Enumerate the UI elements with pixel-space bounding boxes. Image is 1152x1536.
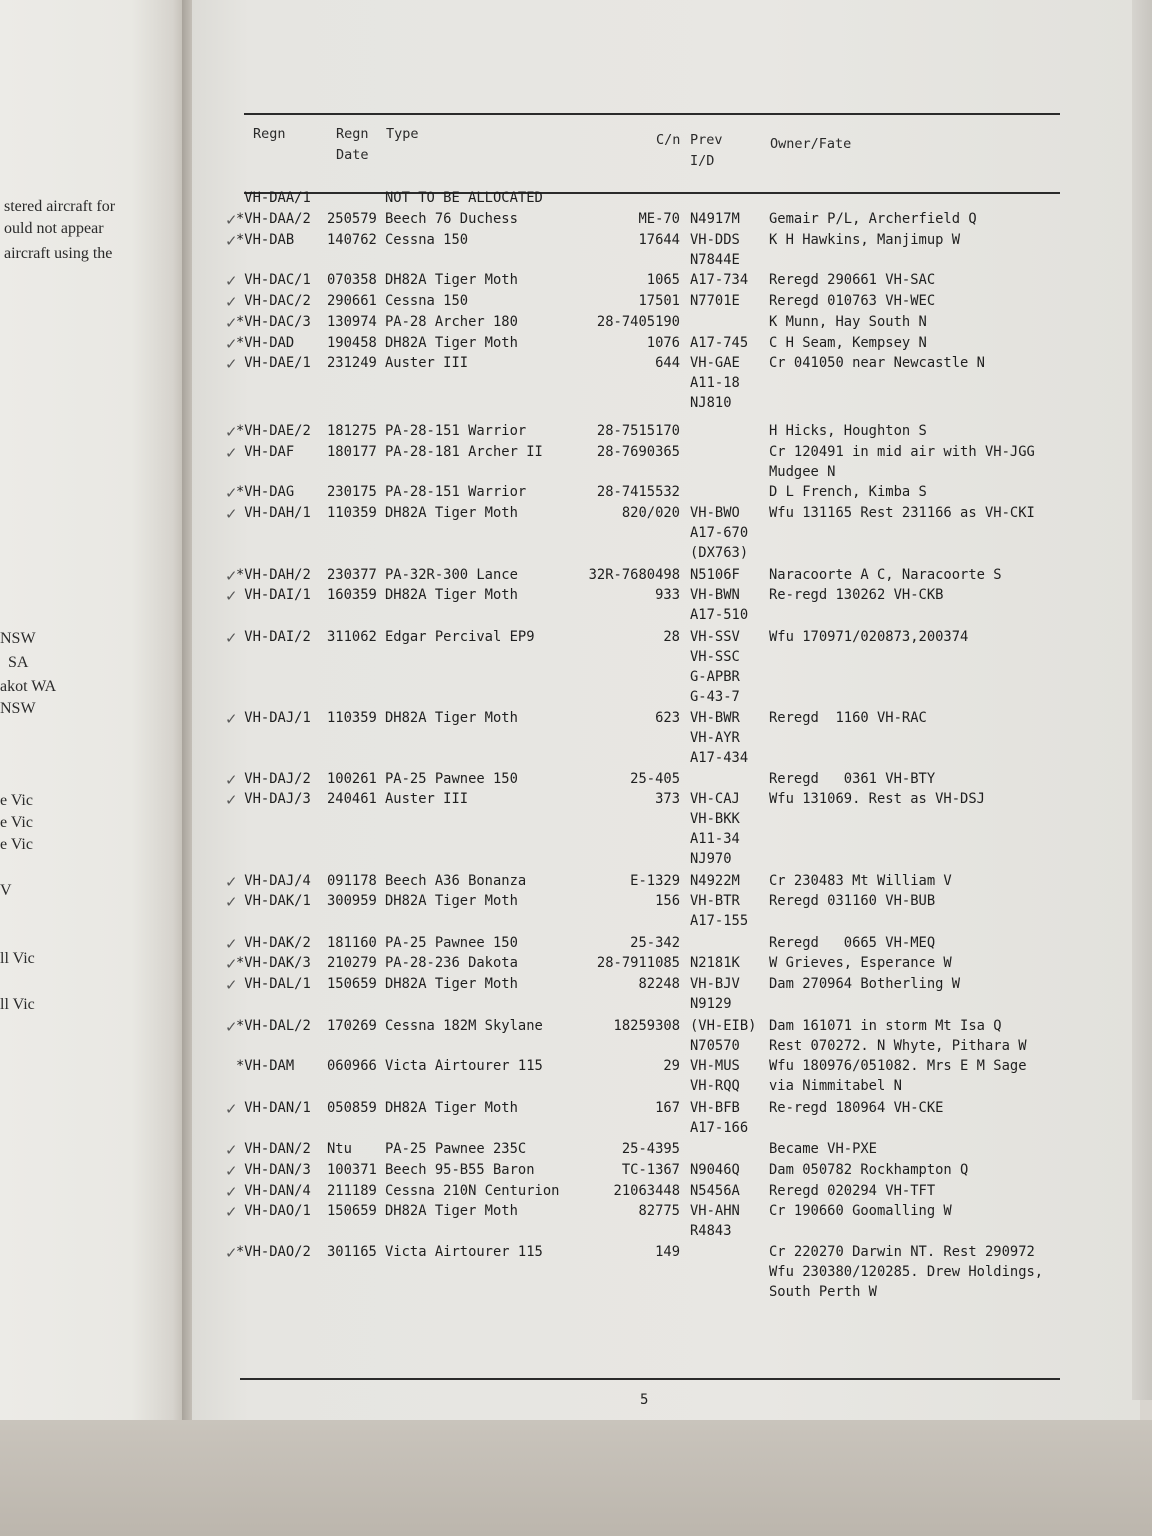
row-cn: 933 [655,587,680,603]
row-prev-id: N5456A [690,1183,740,1199]
left-page-text-line: ll Vic [0,996,35,1013]
row-regn: *VH-DAO/2 [236,1244,311,1260]
row-type: PA-28-236 Dakota [385,955,518,971]
row-owner-fate: Dam 161071 in storm Mt Isa Q Rest 070272. N Whyte, Pithara W [769,1018,1027,1054]
check-mark-icon: ✓ [225,211,238,229]
row-regn-date: 100371 [327,1162,377,1178]
row-type: Cessna 182M Skylane [385,1018,543,1034]
row-regn: *VH-DAD [236,335,295,351]
row-cn: ME-70 [638,211,680,227]
row-prev-id: VH-BWR VH-AYR A17-434 [690,710,749,766]
left-page-text-line: stered aircraft for [4,198,116,215]
row-regn-date: 110359 [327,505,377,521]
check-mark-icon: ✓ [225,935,238,953]
row-regn-date: 301165 [327,1244,377,1260]
left-page-text-line: SA [8,654,29,671]
row-owner-fate: Cr 120491 in mid air with VH-JGG Mudgee N [769,444,1035,480]
row-prev-id: A17-745 [690,335,749,351]
check-mark-icon: ✓ [225,1018,238,1036]
row-regn: VH-DAK/2 [236,935,311,951]
row-cn: 28-7415532 [596,484,680,500]
row-regn: VH-DAO/1 [236,1203,311,1219]
row-regn: *VH-DAL/2 [236,1018,311,1034]
row-cn: 156 [655,893,680,909]
row-regn: *VH-DAB [236,232,295,248]
row-type: DH82A Tiger Moth [385,893,518,909]
row-prev-id: VH-GAE A11-18 NJ810 [690,355,740,411]
row-cn: 28 [663,629,680,645]
row-owner-fate: Dam 270964 Botherling W [769,976,961,992]
row-cn: TC-1367 [621,1162,680,1178]
row-regn: VH-DAN/2 [236,1141,311,1157]
left-page-text-line: e Vic [0,836,33,853]
row-regn-date: 230175 [327,484,377,500]
row-type: PA-28-181 Archer II [385,444,543,460]
row-cn: E-1329 [630,873,680,889]
row-regn: VH-DAC/2 [236,293,311,309]
check-mark-icon: ✓ [225,1100,238,1118]
row-owner-fate: Dam 050782 Rockhampton Q [769,1162,969,1178]
row-regn: VH-DAJ/1 [236,710,311,726]
check-mark-icon: ✓ [225,293,238,311]
row-prev-id: N7701E [690,293,740,309]
header-cn: C/n [656,132,681,148]
row-regn-date: 150659 [327,1203,377,1219]
check-mark-icon: ✓ [225,771,238,789]
header-top-rule [244,113,1060,115]
row-type: DH82A Tiger Moth [385,1203,518,1219]
row-owner-fate: Reregd 0361 VH-BTY [769,771,936,787]
row-prev-id: N5106F [690,567,740,583]
row-regn: VH-DAI/1 [236,587,311,603]
row-prev-id: VH-BWN A17-510 [690,587,749,623]
check-mark-icon: ✓ [225,314,238,332]
row-owner-fate: Reregd 1160 VH-RAC [769,710,927,726]
row-regn-date: 300959 [327,893,377,909]
row-regn-date: 311062 [327,629,377,645]
row-regn-date: 070358 [327,272,377,288]
row-cn: 1065 [646,272,680,288]
header-regn-date-2: Date [336,147,369,163]
row-regn-date: 210279 [327,955,377,971]
row-owner-fate: K H Hawkins, Manjimup W [769,232,961,248]
row-owner-fate: Cr 041050 near Newcastle N [769,355,985,371]
row-type: Victa Airtourer 115 [385,1058,543,1074]
row-regn: VH-DAN/3 [236,1162,311,1178]
header-prev-2: I/D [690,153,715,169]
left-page-text-line: aircraft using the [4,245,113,262]
row-regn: VH-DAI/2 [236,629,311,645]
row-prev-id: VH-DDS N7844E [690,232,740,268]
row-owner-fate: C H Seam, Kempsey N [769,335,927,351]
check-mark-icon: ✓ [225,444,238,462]
row-owner-fate: Gemair P/L, Archerfield Q [769,211,977,227]
row-regn-date: 180177 [327,444,377,460]
left-page-text-line: akot WA [0,678,57,695]
check-mark-icon: ✓ [225,484,238,502]
row-regn-date: 250579 [327,211,377,227]
row-cn: 82775 [638,1203,680,1219]
row-regn-date: 050859 [327,1100,377,1116]
row-prev-id: N9046Q [690,1162,740,1178]
row-prev-id: N4922M [690,873,740,889]
row-cn: 25-405 [630,771,680,787]
row-type: Auster III [385,791,469,807]
row-regn: VH-DAK/1 [236,893,311,909]
check-mark-icon: ✓ [225,1183,238,1201]
check-mark-icon: ✓ [225,272,238,290]
row-regn: VH-DAE/1 [236,355,311,371]
row-regn: *VH-DAM [236,1058,295,1074]
row-regn: VH-DAN/4 [236,1183,311,1199]
row-regn-date: 060966 [327,1058,377,1074]
check-mark-icon: ✓ [225,505,238,523]
row-type: Beech 76 Duchess [385,211,518,227]
row-regn: VH-DAJ/4 [236,873,311,889]
row-regn-date: 230377 [327,567,377,583]
row-type: DH82A Tiger Moth [385,710,518,726]
row-cn: 28-7515170 [596,423,680,439]
row-owner-fate: Wfu 131069. Rest as VH-DSJ [769,791,985,807]
left-page-text-line: e Vic [0,792,33,809]
left-page-text-line: V [0,882,12,899]
check-mark-icon: ✓ [225,629,238,647]
header-regn: Regn [253,126,286,142]
row-regn: VH-DAJ/3 [236,791,311,807]
row-type: PA-25 Pawnee 150 [385,935,518,951]
row-regn-date: 181275 [327,423,377,439]
row-owner-fate: Cr 220270 Darwin NT. Rest 290972 Wfu 230380/120285. Drew Holdings, South Perth W [769,1244,1044,1300]
row-cn: 373 [655,791,680,807]
check-mark-icon: ✓ [225,567,238,585]
row-cn: 149 [655,1244,680,1260]
check-mark-icon: ✓ [225,423,238,441]
row-owner-fate: Cr 230483 Mt William V [769,873,952,889]
row-cn: 167 [655,1100,680,1116]
row-owner-fate: Wfu 180976/051082. Mrs E M Sage via Nimmitabel N [769,1058,1027,1094]
left-page-text-line: NSW [0,630,36,647]
row-regn-date: 231249 [327,355,377,371]
row-cn: 28-7911085 [596,955,680,971]
row-owner-fate: Reregd 290661 VH-SAC [769,272,936,288]
check-mark-icon: ✓ [225,1244,238,1262]
header-type: Type [386,126,419,142]
row-regn-date: 100261 [327,771,377,787]
row-cn: 18259308 [613,1018,680,1034]
row-regn-date: 110359 [327,710,377,726]
row-type: Auster III [385,355,469,371]
row-cn: 1076 [646,335,680,351]
row-regn: VH-DAN/1 [236,1100,311,1116]
row-owner-fate: Re-regd 180964 VH-CKE [769,1100,944,1116]
row-prev-id: A17-734 [690,272,749,288]
row-owner-fate: Reregd 020294 VH-TFT [769,1183,936,1199]
row-cn: 21063448 [613,1183,680,1199]
row-type: Beech 95-B55 Baron [385,1162,535,1178]
row-type: NOT TO BE ALLOCATED [385,190,543,206]
row-regn: *VH-DAC/3 [236,314,311,330]
check-mark-icon: ✓ [225,710,238,728]
row-regn-date: 181160 [327,935,377,951]
row-prev-id: VH-BJV N9129 [690,976,740,1012]
row-regn-date: 290661 [327,293,377,309]
row-regn-date: 140762 [327,232,377,248]
check-mark-icon: ✓ [225,976,238,994]
row-regn-date: 211189 [327,1183,377,1199]
footer-rule [240,1378,1060,1380]
row-owner-fate: D L French, Kimba S [769,484,927,500]
row-type: PA-25 Pawnee 150 [385,771,518,787]
row-cn: 25-4395 [621,1141,680,1157]
row-type: Cessna 210N Centurion [385,1183,560,1199]
row-regn-date: 170269 [327,1018,377,1034]
check-mark-icon: ✓ [225,1203,238,1221]
row-prev-id: VH-BWO A17-670 (DX763) [690,505,749,561]
row-type: PA-32R-300 Lance [385,567,518,583]
row-regn: VH-DAC/1 [236,272,311,288]
row-cn: 25-342 [630,935,680,951]
row-owner-fate: W Grieves, Esperance W [769,955,952,971]
check-mark-icon: ✓ [225,1162,238,1180]
row-regn: VH-DAF [236,444,295,460]
row-owner-fate: Reregd 031160 VH-BUB [769,893,936,909]
row-regn-date: 190458 [327,335,377,351]
row-regn: VH-DAJ/2 [236,771,311,787]
check-mark-icon: ✓ [225,587,238,605]
row-regn-date: Ntu [327,1141,352,1157]
check-mark-icon: ✓ [225,955,238,973]
check-mark-icon: ✓ [225,232,238,250]
row-type: PA-28-151 Warrior [385,484,527,500]
row-regn: VH-DAL/1 [236,976,311,992]
row-regn: VH-DAA/1 [236,190,311,206]
row-prev-id: VH-BTR A17-155 [690,893,749,929]
row-owner-fate: Wfu 131165 Rest 231166 as VH-CKI [769,505,1035,521]
page-edge [1132,0,1152,1400]
row-prev-id: N4917M [690,211,740,227]
row-type: Cessna 150 [385,232,469,248]
table-surface [0,1420,1152,1536]
row-owner-fate: Reregd 0665 VH-MEQ [769,935,936,951]
check-mark-icon: ✓ [225,893,238,911]
row-type: DH82A Tiger Moth [385,976,518,992]
row-regn-date: 160359 [327,587,377,603]
row-owner-fate: Became VH-PXE [769,1141,877,1157]
left-page-text-line: e Vic [0,814,33,831]
row-type: DH82A Tiger Moth [385,1100,518,1116]
row-prev-id: VH-AHN R4843 [690,1203,740,1239]
row-type: Cessna 150 [385,293,469,309]
left-page-text-line: ll Vic [0,950,35,967]
check-mark-icon: ✓ [225,355,238,373]
row-regn-date: 130974 [327,314,377,330]
row-prev-id: VH-SSV VH-SSC G-APBR G-43-7 [690,629,740,705]
row-regn-date: 150659 [327,976,377,992]
left-page-text-line: NSW [0,700,36,717]
left-page [0,0,188,1440]
row-cn: 623 [655,710,680,726]
check-mark-icon: ✓ [225,873,238,891]
row-type: Beech A36 Bonanza [385,873,527,889]
row-type: DH82A Tiger Moth [385,587,518,603]
header-prev-1: Prev [690,132,723,148]
row-cn: 17644 [638,232,680,248]
row-prev-id: N2181K [690,955,740,971]
row-prev-id: VH-CAJ VH-BKK A11-34 NJ970 [690,791,740,867]
row-regn: VH-DAH/1 [236,505,311,521]
row-type: Edgar Percival EP9 [385,629,535,645]
row-owner-fate: Naracoorte A C, Naracoorte S [769,567,1002,583]
row-cn: 28-7690365 [596,444,680,460]
check-mark-icon: ✓ [225,791,238,809]
row-owner-fate: Cr 190660 Goomalling W [769,1203,952,1219]
row-owner-fate: H Hicks, Houghton S [769,423,927,439]
row-cn: 17501 [638,293,680,309]
row-cn: 32R-7680498 [588,567,680,583]
row-owner-fate: K Munn, Hay South N [769,314,927,330]
row-type: Victa Airtourer 115 [385,1244,543,1260]
row-owner-fate: Re-regd 130262 VH-CKB [769,587,944,603]
row-prev-id: VH-BFB A17-166 [690,1100,749,1136]
row-type: PA-28-151 Warrior [385,423,527,439]
row-cn: 644 [655,355,680,371]
row-type: DH82A Tiger Moth [385,272,518,288]
row-regn: *VH-DAG [236,484,295,500]
row-regn: *VH-DAA/2 [236,211,311,227]
header-bottom-rule [244,192,1060,194]
page-number: 5 [640,1392,649,1408]
row-type: PA-28 Archer 180 [385,314,518,330]
row-owner-fate: Wfu 170971/020873,200374 [769,629,969,645]
row-regn: *VH-DAE/2 [236,423,311,439]
row-owner-fate: Reregd 010763 VH-WEC [769,293,936,309]
row-cn: 820/020 [621,505,680,521]
row-prev-id: VH-MUS VH-RQQ [690,1058,740,1094]
row-cn: 28-7405190 [596,314,680,330]
header-owner: Owner/Fate [770,136,852,152]
row-cn: 29 [663,1058,680,1074]
check-mark-icon: ✓ [225,1141,238,1159]
row-type: DH82A Tiger Moth [385,335,518,351]
row-regn: *VH-DAH/2 [236,567,311,583]
row-regn-date: 091178 [327,873,377,889]
row-regn: *VH-DAK/3 [236,955,311,971]
row-cn: 82248 [638,976,680,992]
row-type: DH82A Tiger Moth [385,505,518,521]
header-regn-date-1: Regn [336,126,369,142]
check-mark-icon: ✓ [225,335,238,353]
row-regn-date: 240461 [327,791,377,807]
row-prev-id: (VH-EIB) N70570 [690,1018,757,1054]
row-type: PA-25 Pawnee 235C [385,1141,527,1157]
left-page-text-line: ould not appear [4,220,104,237]
